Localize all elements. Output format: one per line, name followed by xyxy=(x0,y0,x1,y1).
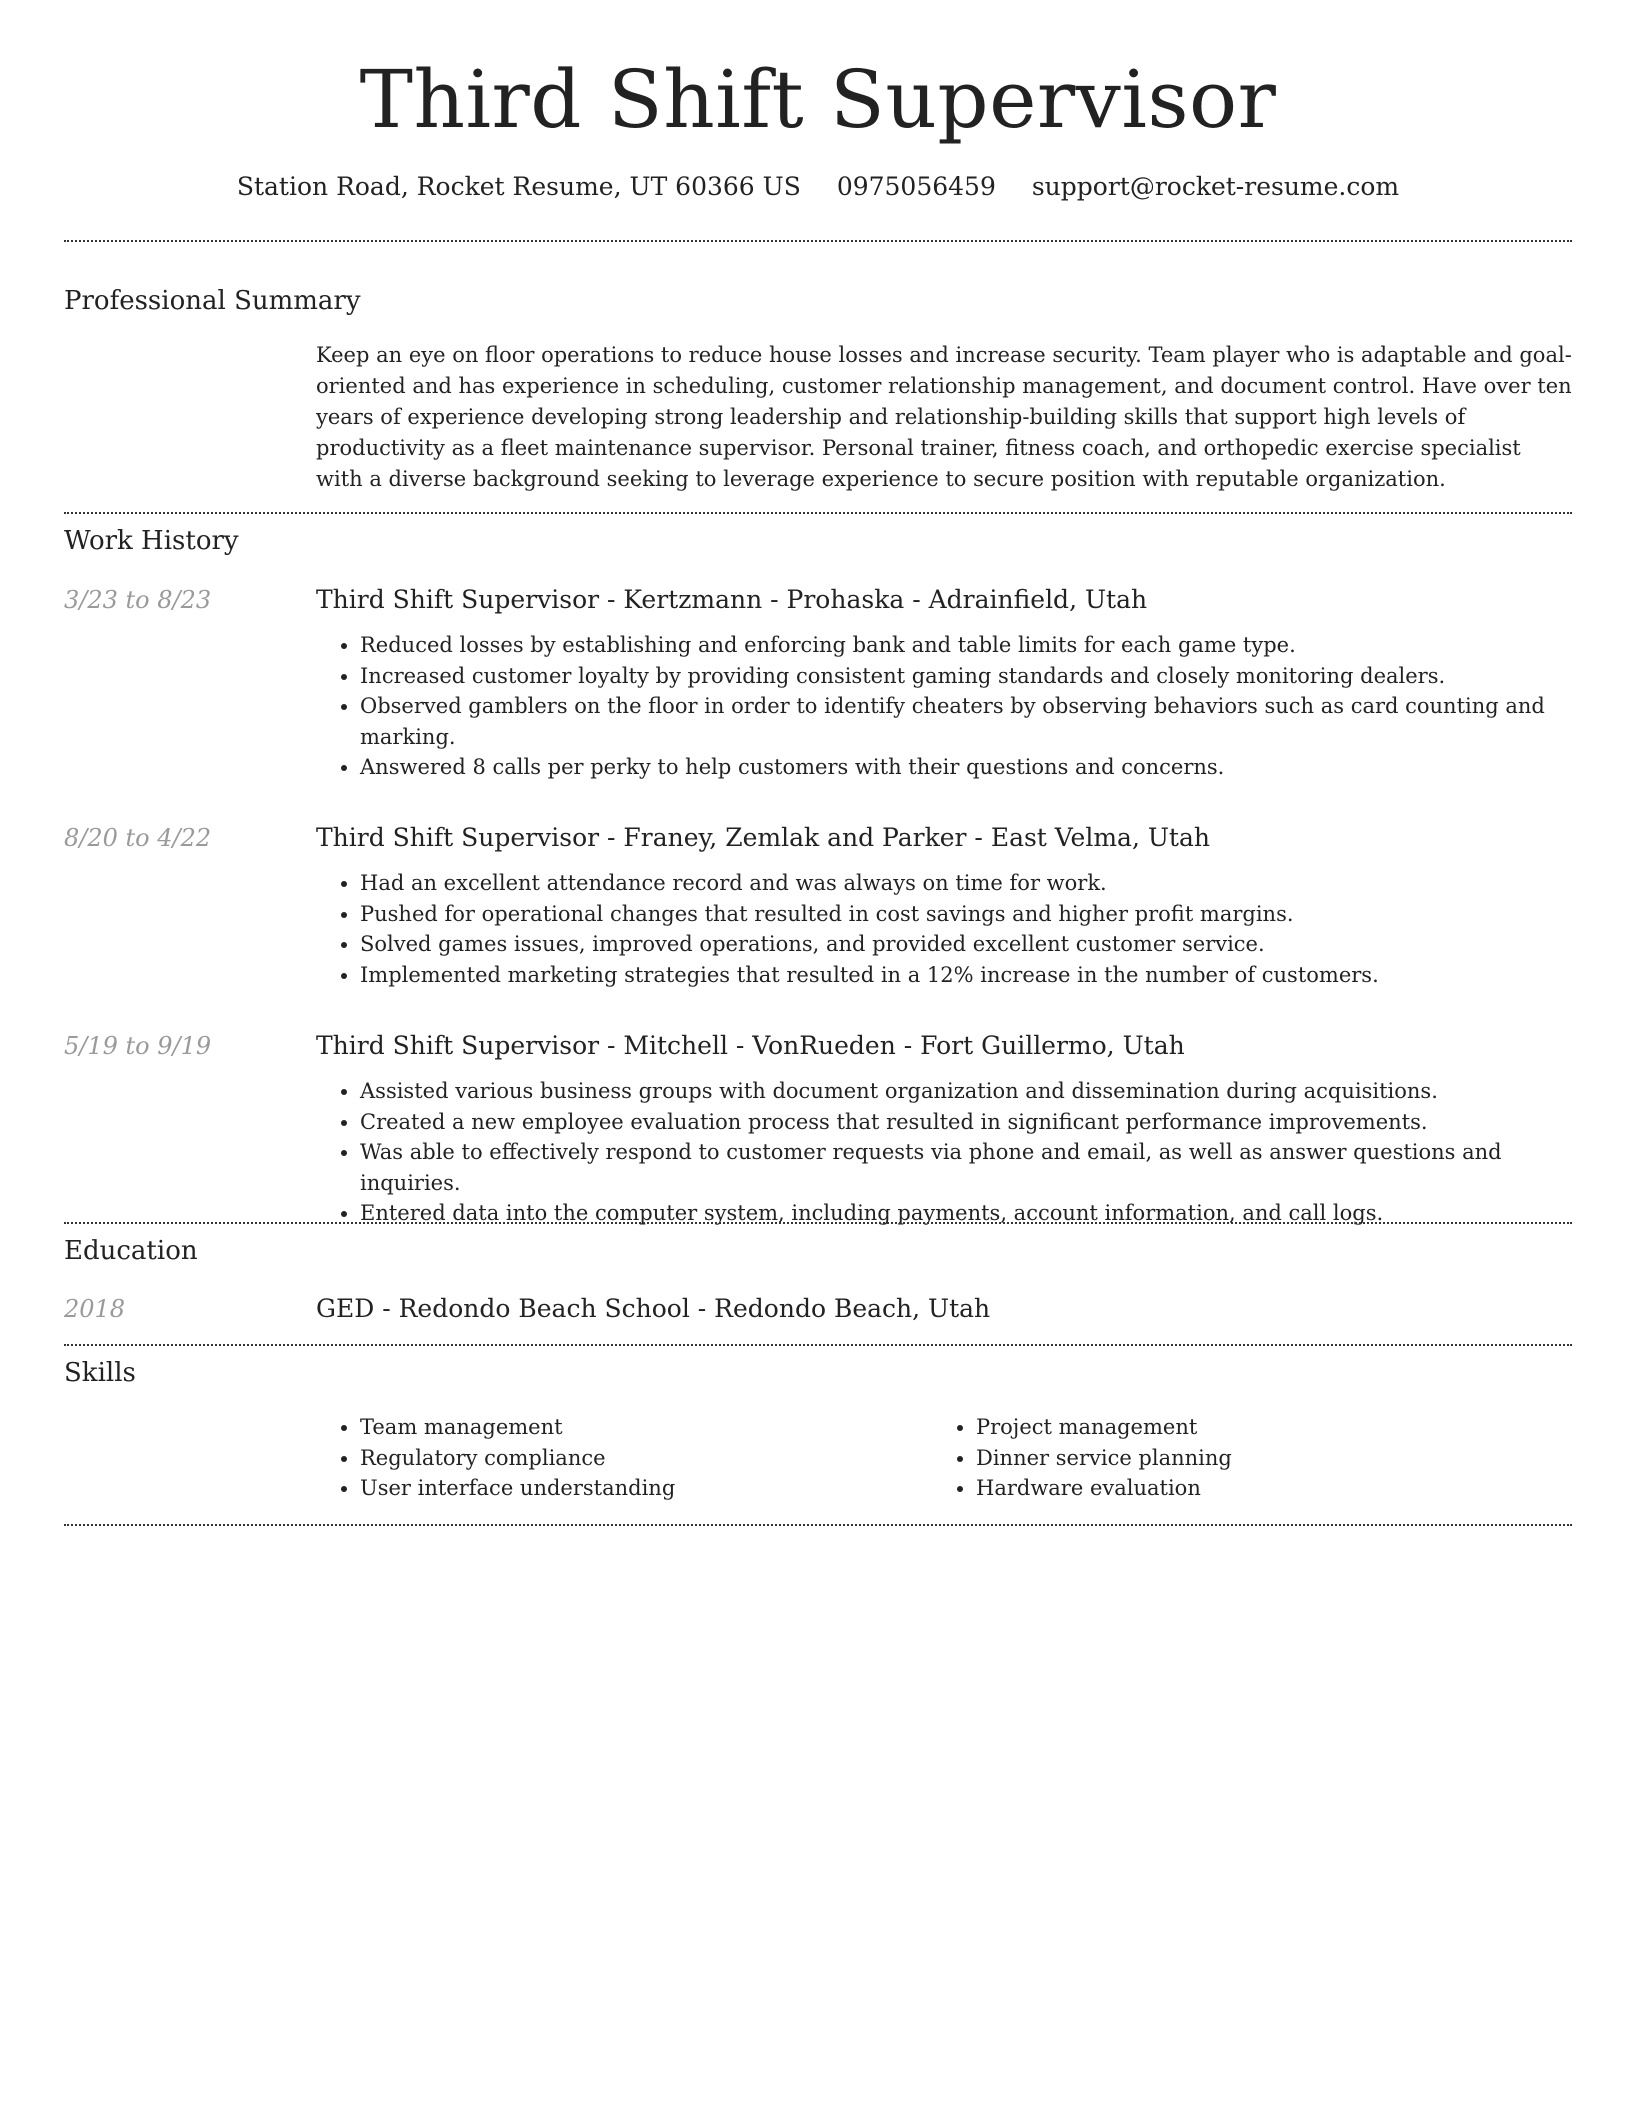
job-bullets xyxy=(316,1076,1572,1229)
job-bullets xyxy=(316,630,1572,783)
list-item: • Hardware evaluation xyxy=(976,1473,1532,1504)
list-item: • Was able to effectively respond to customer requests via phone and email, as well as answer questions and inquiries. xyxy=(360,1137,1572,1198)
list-item: • Reduced losses by establishing and enforcing bank and table limits for each game type. xyxy=(360,630,1572,661)
resume-name: Third Shift Supervisor xyxy=(359,53,1277,146)
education-entry xyxy=(316,1293,1572,1325)
list-item: • Answered 8 calls per perky to help customers with their questions and concerns. xyxy=(360,752,1572,783)
contact-phone: 0975056459 xyxy=(836,172,996,201)
job-entry xyxy=(316,584,1572,783)
divider xyxy=(64,512,1572,514)
resume-page xyxy=(64,0,1572,1500)
divider xyxy=(64,1222,1572,1224)
summary-text: Keep an eye on floor operations to reduce house losses and increase security. Team player who is adaptable and goal-oriented and has experience in scheduling, customer relationship management, and document control. Have over ten years of experience developing strong leadership and relationship-building skills that support high levels of productivity as a fleet maintenance supervisor. Personal trainer, fitness coach, and orthopedic exercise specialist with a diverse background seeking to leverage experience to secure position with reputable organization. xyxy=(316,343,1572,491)
summary-block xyxy=(316,340,1572,495)
job-dates: 8/20 to 4/22 xyxy=(64,824,212,852)
list-item: • Observed gamblers on the floor in order to identify cheaters by observing behaviors such as card counting and marking. xyxy=(360,691,1572,752)
job-entry xyxy=(316,822,1572,990)
job-bullets xyxy=(316,868,1572,990)
skills-list xyxy=(316,1412,916,1504)
skills-column-left xyxy=(316,1412,916,1504)
skills-column-right xyxy=(932,1412,1532,1504)
divider xyxy=(64,240,1572,242)
contact-line xyxy=(64,170,1572,204)
contact-address: Station Road, Rocket Resume, UT 60366 US xyxy=(236,172,801,201)
list-item: • Created a new employee evaluation process that resulted in significant performance improvements. xyxy=(360,1107,1572,1138)
list-item: • User interface understanding xyxy=(360,1473,916,1504)
list-item: • Regulatory compliance xyxy=(360,1443,916,1474)
summary-heading: Professional Summary xyxy=(64,286,361,316)
list-item: • Implemented marketing strategies that resulted in a 12% increase in the number of customers. xyxy=(360,960,1572,991)
job-title: Third Shift Supervisor - Franey, Zemlak and Parker - East Velma, Utah xyxy=(316,823,1210,852)
list-item: • Assisted various business groups with document organization and dissemination during acquisitions. xyxy=(360,1076,1572,1107)
divider xyxy=(64,1524,1572,1526)
contact-email: support@rocket-resume.com xyxy=(1031,172,1400,201)
work-heading: Work History xyxy=(64,526,239,556)
list-item: • Entered data into the computer system, including payments, account information, and call logs. xyxy=(360,1198,1572,1229)
job-title: Third Shift Supervisor - Kertzmann - Prohaska - Adrainfield, Utah xyxy=(316,585,1148,614)
list-item: • Team management xyxy=(360,1412,916,1443)
job-title: Third Shift Supervisor - Mitchell - VonRueden - Fort Guillermo, Utah xyxy=(316,1031,1185,1060)
skills-heading: Skills xyxy=(64,1358,136,1388)
job-dates: 3/23 to 8/23 xyxy=(64,586,212,614)
education-text: GED - Redondo Beach School - Redondo Beach, Utah xyxy=(316,1294,991,1323)
list-item: • Dinner service planning xyxy=(976,1443,1532,1474)
list-item: • Pushed for operational changes that resulted in cost savings and higher profit margins. xyxy=(360,899,1572,930)
divider xyxy=(64,1344,1572,1346)
skills-list xyxy=(932,1412,1532,1504)
list-item: • Project management xyxy=(976,1412,1532,1443)
education-year: 2018 xyxy=(64,1295,126,1323)
job-entry xyxy=(316,1030,1572,1229)
list-item: • Had an excellent attendance record and was always on time for work. xyxy=(360,868,1572,899)
list-item: • Solved games issues, improved operations, and provided excellent customer service. xyxy=(360,929,1572,960)
education-heading: Education xyxy=(64,1236,198,1266)
list-item: • Increased customer loyalty by providing consistent gaming standards and closely monitoring dealers. xyxy=(360,661,1572,692)
job-dates: 5/19 to 9/19 xyxy=(64,1032,212,1060)
